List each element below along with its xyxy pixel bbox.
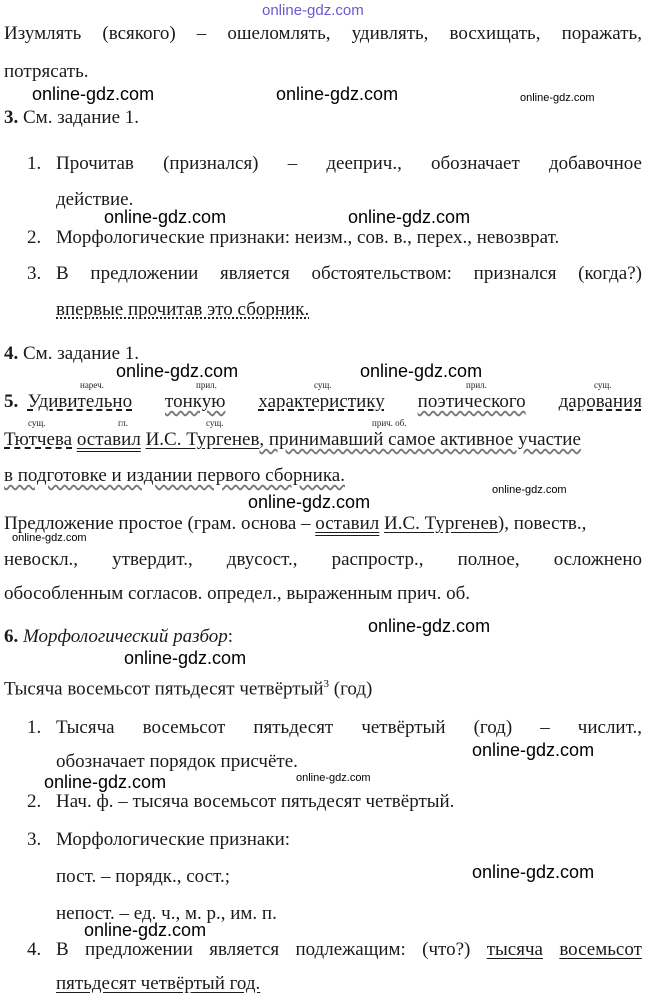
word: подлежащим: <box>295 939 406 960</box>
task6-phrase <box>4 672 642 701</box>
word: является <box>209 939 280 960</box>
watermark: online-gdz.com <box>360 361 483 381</box>
watermark: online-gdz.com <box>472 740 595 760</box>
task-title: См. задание 1. <box>18 343 140 364</box>
word: пятьдесят <box>253 717 334 738</box>
phrase-text: Тысяча восемьсот пятьдесят четвёртый <box>4 678 324 700</box>
word: признался <box>473 263 557 284</box>
word: В <box>56 939 69 960</box>
list-item-line: Морфологические признаки: <box>56 829 291 850</box>
part-of-speech-label: прил. <box>466 380 487 390</box>
task5-analysis-line1 <box>4 512 642 536</box>
word: двусост., <box>226 549 298 570</box>
list-item-line <box>56 298 642 322</box>
part-of-speech-label: гл. <box>118 418 128 428</box>
paragraph-izumlyat-line2: потрясать. <box>4 61 89 82</box>
part-of-speech-label: сущ. <box>594 380 612 390</box>
list-number: 1. <box>27 153 42 174</box>
word: распростр., <box>331 549 424 570</box>
watermark-top: online-gdz.com <box>262 2 364 19</box>
word: предложении <box>85 939 193 960</box>
list-item-line: Морфологические признаки: неизм., сов. в., перех., невозврат. <box>56 227 560 248</box>
list-item-line <box>56 972 642 996</box>
watermark: online-gdz.com <box>520 92 595 104</box>
watermark: online-gdz.com <box>12 532 87 544</box>
part-of-speech-label: прич. об. <box>372 418 407 428</box>
list-item-line <box>56 716 642 740</box>
list-number: 2. <box>27 227 42 248</box>
word: четвёртый <box>361 717 446 738</box>
word: удивлять, <box>351 23 429 44</box>
part-of-speech-label: сущ. <box>206 418 224 428</box>
part-of-speech-label: сущ. <box>314 380 332 390</box>
watermark: online-gdz.com <box>104 207 227 227</box>
attribute-underlined: тонкую <box>165 391 226 412</box>
word: полное, <box>457 549 520 570</box>
task5-line2 <box>4 428 642 452</box>
word: числит., <box>577 717 642 738</box>
word: дееприч., <box>326 153 402 174</box>
watermark: online-gdz.com <box>296 772 371 784</box>
list-number: 3. <box>27 263 42 284</box>
task-number: 5. <box>4 391 19 412</box>
phrase-tail: (год) <box>329 678 373 700</box>
watermark: online-gdz.com <box>492 484 567 496</box>
object-underlined: дарования <box>558 391 642 412</box>
watermark: online-gdz.com <box>472 862 595 882</box>
task5-analysis-line3: обособленным согласов. определ., выраженным прич. об. <box>4 583 470 604</box>
adverbial-underlined: впервые прочитав это сборник. <box>56 299 310 320</box>
object-underlined: Тютчева <box>4 429 73 450</box>
list-item-line <box>56 262 642 286</box>
word: (всякого) <box>102 23 176 44</box>
analysis-text: Предложение простое (грам. основа – <box>4 513 316 534</box>
watermark: online-gdz.com <box>124 648 247 668</box>
word: невоскл., <box>4 549 79 570</box>
word: – <box>287 153 298 174</box>
list-item-line: действие. <box>56 189 134 210</box>
word: Изумлять <box>4 23 82 44</box>
task5-line1 <box>4 390 642 414</box>
word: предложении <box>90 263 199 284</box>
word: Тысяча <box>56 717 115 738</box>
task3-heading <box>4 106 642 130</box>
task-number: 3. <box>4 107 19 128</box>
list-number: 4. <box>27 939 42 960</box>
word: Прочитав <box>56 153 134 174</box>
task4-heading <box>4 342 642 366</box>
predicate-underlined: оставил <box>315 513 380 534</box>
participle-phrase: , принимавший самое активное участие <box>259 429 581 450</box>
paragraph-izumlyat-line1 <box>4 22 642 46</box>
list-item-line: пост. – порядк., сост.; <box>56 866 230 887</box>
word: (признался) <box>163 153 259 174</box>
task-number: 4. <box>4 343 19 364</box>
watermark: online-gdz.com <box>32 84 155 104</box>
list-number: 2. <box>27 791 42 812</box>
footnote-mark: 3 <box>323 678 330 690</box>
subject-underlined: тысяча <box>486 939 543 960</box>
word: является <box>219 263 290 284</box>
list-number: 3. <box>27 829 42 850</box>
subject-underlined: пятьдесят четвёртый год. <box>56 973 261 994</box>
attribute-underlined: поэтического <box>417 391 526 412</box>
subject-underlined: И.С. Тургенев <box>384 513 498 534</box>
subject-underlined: восемьсот <box>559 939 642 960</box>
part-of-speech-label: нареч. <box>80 380 104 390</box>
list-item-line: обозначает порядок присчёте. <box>56 751 298 772</box>
watermark: online-gdz.com <box>116 361 239 381</box>
watermark: online-gdz.com <box>276 84 399 104</box>
part-of-speech-label: сущ. <box>28 418 46 428</box>
watermark: online-gdz.com <box>348 207 471 227</box>
participle-phrase: в подготовке и издании первого сборника. <box>4 465 345 486</box>
word: обозначает <box>431 153 520 174</box>
word: добавочное <box>548 153 642 174</box>
word: (когда?) <box>578 263 642 284</box>
analysis-text: ), повеств., <box>497 513 587 534</box>
list-number: 1. <box>27 717 42 738</box>
watermark: online-gdz.com <box>84 920 207 940</box>
task5-analysis-line2 <box>4 548 642 572</box>
subject-underlined: И.С. Тургенев <box>145 429 260 450</box>
word: (что?) <box>422 939 471 960</box>
word <box>4 390 132 414</box>
word: ошеломлять, <box>227 23 331 44</box>
word: обстоятельством: <box>311 263 452 284</box>
word: восхищать, <box>449 23 541 44</box>
adverb-underlined: Удивительно <box>27 391 133 412</box>
task-title: См. задание 1. <box>18 107 140 128</box>
word: – <box>540 717 550 738</box>
colon: : <box>227 626 234 647</box>
list-item-line <box>56 938 642 962</box>
word: В <box>56 263 69 284</box>
watermark: online-gdz.com <box>248 492 371 512</box>
task-title: Морфологический разбор <box>18 626 228 647</box>
task-number: 6. <box>4 626 19 647</box>
object-underlined: характеристику <box>258 391 385 412</box>
word: осложнено <box>553 549 642 570</box>
list-item-line: непост. – ед. ч., м. р., им. п. <box>56 903 277 924</box>
list-item-line <box>56 152 642 176</box>
word: утвердит., <box>112 549 193 570</box>
word: восемьсот <box>142 717 226 738</box>
predicate-underlined: оставил <box>76 429 141 450</box>
word: – <box>196 23 207 44</box>
watermark: online-gdz.com <box>368 616 491 636</box>
task6-heading <box>4 625 642 649</box>
watermark: online-gdz.com <box>44 772 167 792</box>
list-item-line: Нач. ф. – тысяча восемьсот пятьдесят четвёртый. <box>56 791 455 812</box>
word: поражать, <box>561 23 642 44</box>
word: (год) <box>473 717 513 738</box>
part-of-speech-label: прил. <box>196 380 217 390</box>
